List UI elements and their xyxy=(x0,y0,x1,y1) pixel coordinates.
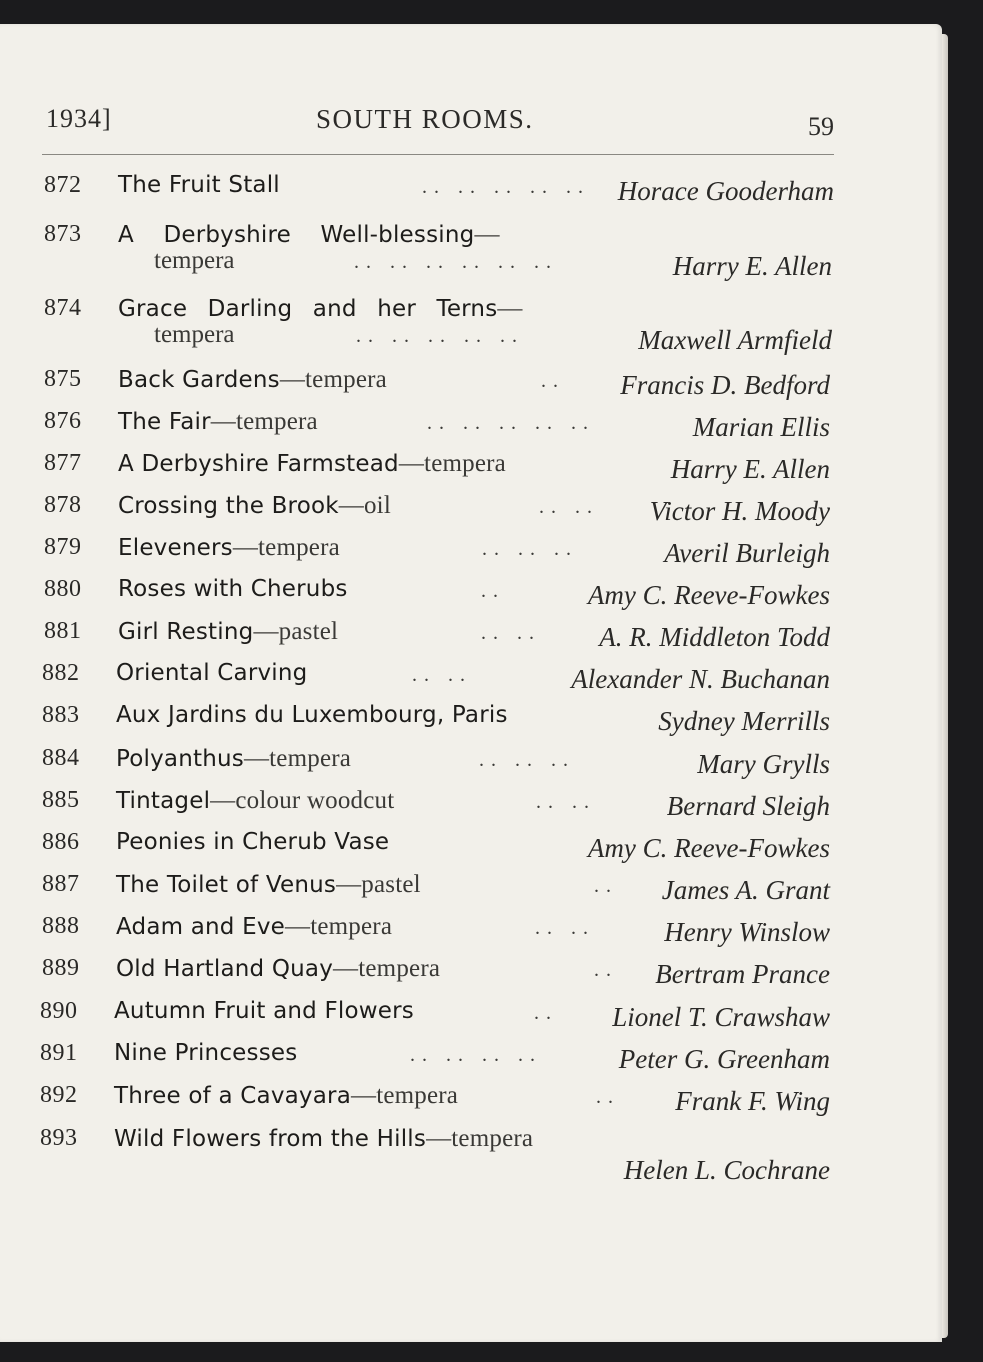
leader-dots: .. .. xyxy=(412,664,472,686)
entry-artist: Lionel T. Crawshaw xyxy=(612,1002,830,1032)
catalogue-entry xyxy=(44,534,830,574)
leader-dots: .. .. .. .. .. xyxy=(422,176,590,198)
entry-artist: Sydney Merrills xyxy=(658,706,830,736)
entry-medium: —tempera xyxy=(398,450,506,477)
entry-title-line xyxy=(118,576,348,602)
entry-medium: —tempera xyxy=(351,1082,459,1109)
entry-number: 880 xyxy=(44,576,82,602)
entry-artist: Amy C. Reeve-Fowkes xyxy=(587,833,830,863)
entry-title-line xyxy=(118,366,387,394)
leader-dots: .. .. .. xyxy=(479,749,575,771)
entry-number: 881 xyxy=(44,618,82,644)
entry-number: 888 xyxy=(42,913,80,939)
entry-medium: —colour woodcut xyxy=(210,787,395,814)
entry-number: 890 xyxy=(40,998,78,1024)
entry-number: 873 xyxy=(44,221,82,247)
entry-title-line xyxy=(116,702,508,728)
entry-artist: Peter G. Greenham xyxy=(618,1044,830,1074)
entry-title: Roses with Cherubs xyxy=(118,576,348,602)
entry-title-line xyxy=(116,787,394,815)
leader-dots: .. xyxy=(534,1002,558,1024)
entry-artist: Mary Grylls xyxy=(697,749,830,779)
catalogue-entry xyxy=(42,660,830,700)
entry-title-line xyxy=(118,492,391,520)
entry-artist: James A. Grant xyxy=(661,875,830,905)
catalogue-entry xyxy=(44,172,834,212)
entry-title-line xyxy=(116,913,392,941)
entry-medium: —tempera xyxy=(243,745,352,772)
entry-title: Eleveners xyxy=(118,535,233,561)
entry-title-line xyxy=(118,172,280,198)
header-year: 1934] xyxy=(46,104,112,133)
entry-artist: Averil Burleigh xyxy=(664,538,830,568)
catalogue-entry xyxy=(42,913,830,953)
entry-medium: —pastel xyxy=(336,871,421,898)
entry-title: The Fruit Stall xyxy=(118,172,280,198)
entry-number: 886 xyxy=(42,829,80,855)
entry-title-line xyxy=(114,1040,297,1066)
entry-title: Adam and Eve xyxy=(116,914,286,940)
entry-title: A Derbyshire Well-blessing xyxy=(118,222,475,248)
entry-title-line xyxy=(114,1082,458,1110)
entry-title: Nine Princesses xyxy=(114,1040,298,1066)
catalogue-entry xyxy=(42,871,830,911)
entry-title: Polyanthus xyxy=(116,746,244,772)
entry-title-line xyxy=(118,221,500,249)
entry-title: Autumn Fruit and Flowers xyxy=(114,998,414,1024)
entry-title: Oriental Carving xyxy=(116,660,308,686)
entry-artist: Henry Winslow xyxy=(664,917,830,947)
entry-medium: —tempera xyxy=(279,366,387,393)
entry-title: Girl Resting xyxy=(118,619,254,645)
entry-title-dash: — xyxy=(497,295,523,322)
entry-medium: —oil xyxy=(338,492,391,519)
entry-medium: —pastel xyxy=(253,618,339,645)
entry-title: Back Gardens xyxy=(118,367,280,393)
entry-artist: Harry E. Allen xyxy=(670,454,830,484)
entry-number: 883 xyxy=(42,702,80,728)
leader-dots: .. .. .. .. .. xyxy=(427,412,595,434)
entry-artist: Alexander N. Buchanan xyxy=(571,664,830,694)
entry-artist: Horace Gooderham xyxy=(617,176,834,206)
entry-number: 882 xyxy=(42,660,80,686)
entry-artist: Francis D. Bedford xyxy=(620,370,830,400)
entry-number: 874 xyxy=(44,295,82,321)
catalogue-entry xyxy=(40,1082,830,1122)
entry-title-line xyxy=(118,534,340,562)
catalogue-entry xyxy=(44,492,830,532)
leader-dots: .. xyxy=(594,875,618,897)
entry-number: 875 xyxy=(44,366,82,392)
entry-number: 872 xyxy=(44,172,82,198)
entry-title-line xyxy=(116,955,440,983)
entry-title-line xyxy=(116,745,351,773)
entry-title: The Fair xyxy=(118,409,211,435)
entry-number: 876 xyxy=(44,408,82,434)
entry-title-line xyxy=(116,871,421,899)
entry-title-line xyxy=(114,998,414,1024)
entry-title-dash: — xyxy=(474,221,500,248)
catalogue-entry xyxy=(42,745,830,785)
entry-medium-continued: tempera xyxy=(154,321,235,348)
entry-number: 878 xyxy=(44,492,82,518)
entry-medium: —tempera xyxy=(285,913,393,940)
entry-title: Three of a Cavayara xyxy=(114,1083,351,1109)
entry-medium: —tempera xyxy=(426,1125,534,1152)
catalogue-entry xyxy=(44,576,830,616)
leader-dots: .. .. xyxy=(481,622,541,644)
entry-title: Tintagel xyxy=(116,788,211,814)
entry-medium: —tempera xyxy=(210,408,318,435)
entry-title: The Toilet of Venus xyxy=(116,872,337,898)
entry-number: 877 xyxy=(44,450,82,476)
entry-artist: Maxwell Armfield xyxy=(638,325,832,355)
entry-number: 884 xyxy=(42,745,80,771)
leader-dots: .. .. .. .. xyxy=(410,1044,542,1066)
entry-number: 879 xyxy=(44,534,82,560)
entry-title-line xyxy=(114,1125,533,1153)
leader-dots: .. .. .. xyxy=(482,538,578,560)
leader-dots: .. .. .. .. .. .. xyxy=(354,251,558,273)
entry-artist: Frank F. Wing xyxy=(675,1086,830,1116)
entry-number: 893 xyxy=(40,1125,78,1151)
catalogue-entry xyxy=(40,1040,830,1080)
entry-title: A Derbyshire Farmstead xyxy=(118,451,399,477)
entry-number: 891 xyxy=(40,1040,78,1066)
entry-title-line xyxy=(118,408,318,436)
entry-artist: Marian Ellis xyxy=(692,412,830,442)
catalogue-entry xyxy=(40,1125,830,1185)
entry-artist: Helen L. Cochrane xyxy=(623,1155,830,1185)
catalogue-entry xyxy=(42,702,830,742)
entry-title: Wild Flowers from the Hills xyxy=(114,1126,427,1152)
leader-dots: .. xyxy=(594,959,618,981)
entry-artist: Amy C. Reeve-Fowkes xyxy=(587,580,830,610)
catalogue-entry xyxy=(44,295,832,357)
catalogue-entry xyxy=(42,829,830,869)
catalogue-entry xyxy=(44,450,830,490)
entry-artist: Victor H. Moody xyxy=(649,496,830,526)
entry-title-line xyxy=(116,660,307,686)
catalogue-entry xyxy=(44,618,830,658)
entry-title: Aux Jardins du Luxembourg, Paris xyxy=(116,702,508,728)
entry-title: Peonies in Cherub Vase xyxy=(116,829,390,855)
entry-number: 889 xyxy=(42,955,80,981)
leader-dots: .. .. .. .. .. xyxy=(356,325,524,347)
catalogue-entry xyxy=(40,998,830,1038)
header-title: SOUTH ROOMS. xyxy=(316,104,534,134)
catalogue-entry xyxy=(44,221,832,283)
entry-artist: Bertram Prance xyxy=(655,959,830,989)
leader-dots: .. xyxy=(481,580,505,602)
catalogue-entry xyxy=(44,408,830,448)
leader-dots: .. xyxy=(596,1086,620,1108)
entry-number: 887 xyxy=(42,871,80,897)
leader-dots: .. .. xyxy=(536,791,596,813)
catalogue-entry xyxy=(42,955,830,995)
leader-dots: .. .. xyxy=(535,917,595,939)
entry-number: 885 xyxy=(42,787,80,813)
catalogue-entry xyxy=(44,366,830,406)
entry-title-line xyxy=(118,450,506,478)
leader-dots: .. .. xyxy=(539,496,599,518)
entry-title: Grace Darling and her Terns xyxy=(118,296,498,322)
leader-dots: .. xyxy=(541,370,565,392)
entry-title-line xyxy=(118,618,338,646)
entry-title-line xyxy=(116,829,389,855)
entry-title: Old Hartland Quay xyxy=(116,956,334,982)
entry-title-line xyxy=(118,295,523,323)
entry-medium: —tempera xyxy=(333,955,441,982)
entry-medium: —tempera xyxy=(232,534,340,561)
catalogue-entry xyxy=(42,787,830,827)
entry-title: Crossing the Brook xyxy=(118,493,339,519)
entry-number: 892 xyxy=(40,1082,78,1108)
entry-artist: Harry E. Allen xyxy=(672,251,832,281)
page-number: 59 xyxy=(808,112,834,141)
entry-artist: Bernard Sleigh xyxy=(666,791,830,821)
entry-artist: A. R. Middleton Todd xyxy=(599,622,830,652)
entry-medium-continued: tempera xyxy=(154,247,235,274)
